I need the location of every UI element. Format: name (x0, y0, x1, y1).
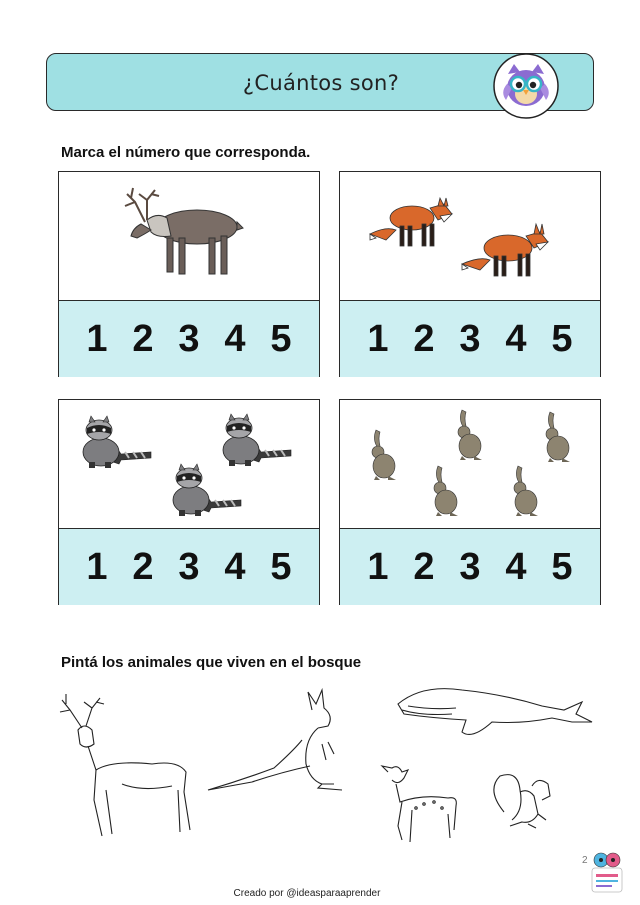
count-card-hare (339, 399, 601, 605)
deer-outline-icon[interactable] (60, 694, 190, 836)
owl-icon (492, 52, 560, 120)
number-option[interactable]: 1 (86, 317, 108, 360)
coloring-animals (52, 680, 597, 850)
hare-icon (340, 400, 600, 528)
number-option[interactable]: 2 (132, 317, 154, 360)
number-option[interactable]: 3 (178, 545, 200, 588)
number-option[interactable]: 5 (270, 545, 292, 588)
number-option[interactable]: 2 (413, 317, 435, 360)
counting-instruction: Marca el número que corresponda. (61, 144, 311, 161)
number-option[interactable]: 1 (367, 317, 389, 360)
number-option[interactable]: 4 (224, 545, 246, 588)
count-card-raccoon (58, 399, 320, 605)
count-card-reindeer (58, 171, 320, 377)
number-strip (59, 300, 319, 377)
number-strip (340, 528, 600, 605)
count-card-fox (339, 171, 601, 377)
number-option[interactable]: 5 (551, 545, 573, 588)
whale-outline-icon[interactable] (398, 689, 592, 735)
fawn-outline-icon[interactable] (382, 766, 456, 842)
page-number: 2 (582, 855, 588, 866)
number-option[interactable]: 3 (178, 317, 200, 360)
footer-credit: Creado por @ideasparaaprender (233, 888, 381, 899)
raccoon-icon (59, 400, 319, 528)
number-option[interactable]: 5 (270, 317, 292, 360)
number-strip (340, 300, 600, 377)
squirrel-outline-icon[interactable] (494, 775, 550, 828)
number-option[interactable]: 4 (505, 545, 527, 588)
number-option[interactable]: 2 (413, 545, 435, 588)
fox-icon (340, 172, 600, 300)
number-option[interactable]: 3 (459, 545, 481, 588)
reindeer-icon (59, 172, 319, 300)
kangaroo-outline-icon[interactable] (208, 690, 342, 790)
page-title: ¿Cuántos son? (242, 71, 400, 95)
number-option[interactable]: 5 (551, 317, 573, 360)
number-option[interactable]: 1 (86, 545, 108, 588)
number-option[interactable]: 4 (224, 317, 246, 360)
number-option[interactable]: 4 (505, 317, 527, 360)
number-option[interactable]: 1 (367, 545, 389, 588)
coloring-instruction: Pintá los animales que viven en el bosque (61, 654, 362, 671)
number-option[interactable]: 3 (459, 317, 481, 360)
number-option[interactable]: 2 (132, 545, 154, 588)
number-strip (59, 528, 319, 605)
